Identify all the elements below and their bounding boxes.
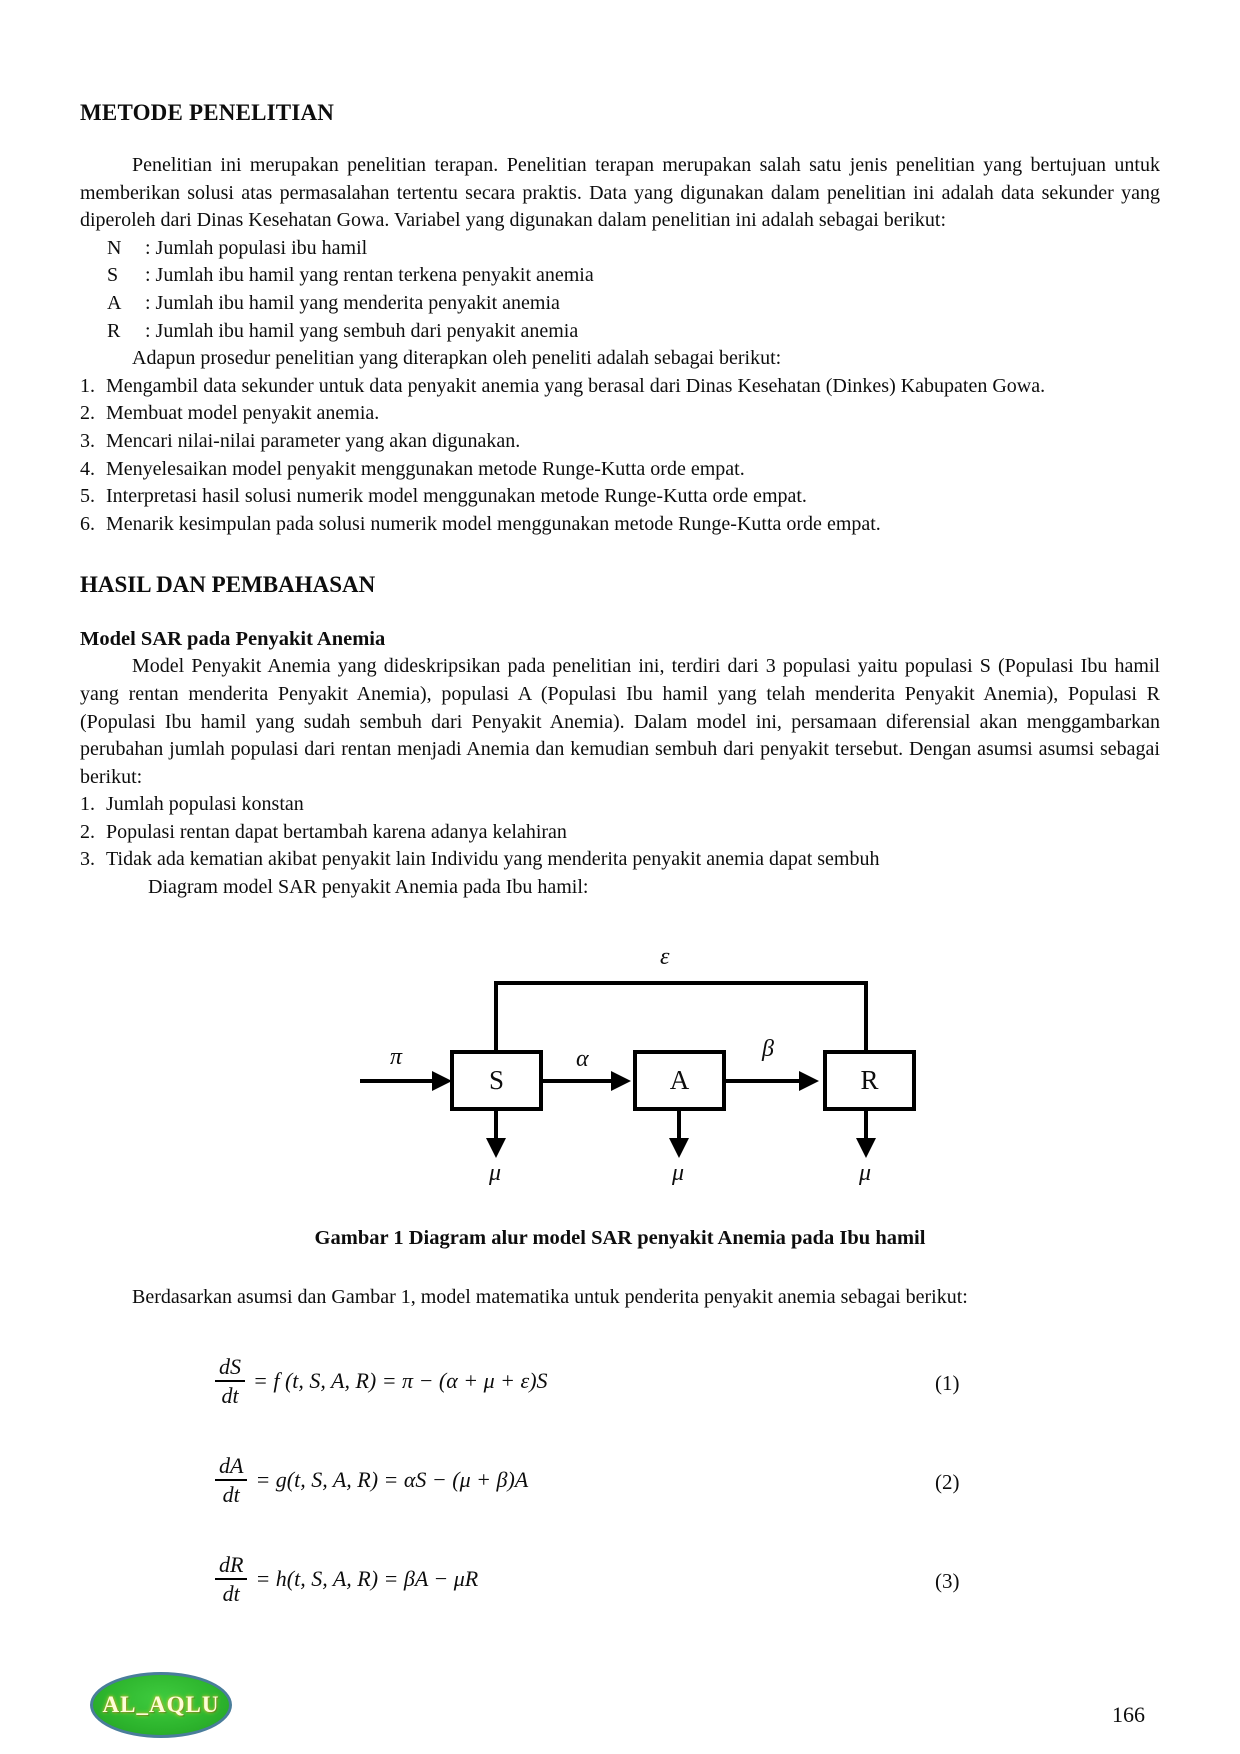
variable-symbol: N <box>107 236 122 259</box>
procedure-text: Membuat model penyakit anemia. <box>106 402 380 425</box>
method-intro-paragraph: Penelitian ini merupakan penelitian terapan. Penelitian terapan merupakan salah satu jenis penelitian yang bertujuan untuk memberikan solusi atas permasalahan tertentu secara praktis. Data yang digunakan dalam penelitian ini adalah data sekunder yang diperoleh dari Dinas Kesehatan Gowa. Variabel yang digunakan dalam penelitian ini adalah sebagai berikut: <box>80 154 1160 232</box>
procedure-item <box>80 456 1160 484</box>
assumption-text: Populasi rentan dapat bertambah karena adanya kelahiran <box>106 820 567 843</box>
list-marker: 5. <box>80 485 95 508</box>
list-marker: 1. <box>80 793 95 816</box>
variable-list <box>107 235 1160 345</box>
procedure-list <box>80 373 1160 539</box>
model-paragraph: Model Penyakit Anemia yang dideskripsikan pada penelitian ini, terdiri dari 3 populasi yaitu populasi S (Populasi Ibu hamil yang rentan menderita Penyakit Anemia), populasi A (Populasi Ibu hamil yang telah menderita Penyakit Anemia), Populasi R (Populasi Ibu hamil yang sudah sembuh dari Penyakit Anemia). Dalam model ini, persamaan diferensial akan menggambarkan perubahan jumlah populasi dari rentan menjadi Anemia dan kemudian sembuh dari penyakit tersebut. Dengan asumsi asumsi sebagai berikut: <box>80 655 1160 788</box>
equation-2-rhs: = g(t, S, A, R) = αS − (μ + β)A <box>255 1467 529 1493</box>
mu-label-r: μ <box>859 1159 872 1186</box>
equation-3-number: (3) <box>935 1569 960 1594</box>
assumption-item <box>80 819 1160 847</box>
equation-1-number: (1) <box>935 1371 960 1396</box>
sar-flow-diagram <box>360 936 1000 1201</box>
mu-arrowhead-a <box>669 1138 689 1158</box>
equation-2 <box>80 1444 1160 1516</box>
mu-arrowhead-s <box>486 1138 506 1158</box>
equation-1-fraction <box>215 1354 245 1409</box>
subsection-title-model-sar: Model SAR pada Penyakit Anemia <box>80 628 386 651</box>
procedure-text: Menarik kesimpulan pada solusi numerik model menggunakan metode Runge-Kutta orde empat. <box>106 512 881 535</box>
equation-1 <box>80 1345 1160 1417</box>
procedure-item <box>80 428 1160 456</box>
equation-2-number: (2) <box>935 1470 960 1495</box>
equation-2-numerator: dA <box>215 1453 247 1481</box>
variable-row-r <box>107 318 1160 346</box>
epsilon-connector-line <box>496 983 866 1052</box>
equation-block <box>80 1345 1160 1615</box>
list-marker: 3. <box>80 848 95 871</box>
variable-desc: : Jumlah ibu hamil yang menderita penyakit anemia <box>145 291 560 314</box>
variable-row-s <box>107 262 1160 290</box>
section-title-hasil: HASIL DAN PEMBAHASAN <box>80 572 376 598</box>
list-marker: 2. <box>80 820 95 843</box>
variable-desc: : Jumlah ibu hamil yang rentan terkena penyakit anemia <box>145 264 594 287</box>
mu-arrowhead-r <box>856 1138 876 1158</box>
procedure-item <box>80 400 1160 428</box>
epsilon-label: ε <box>660 943 670 970</box>
equation-3-rhs: = h(t, S, A, R) = βA − μR <box>255 1566 479 1592</box>
variable-symbol: S <box>107 264 119 287</box>
procedure-text: Menyelesaikan model penyakit menggunakan metode Runge-Kutta orde empat. <box>106 457 745 480</box>
diagram-intro-line: Diagram model SAR penyakit Anemia pada Ibu hamil: <box>148 876 589 899</box>
assumption-item <box>80 846 1160 874</box>
procedure-text: Mencari nilai-nilai parameter yang akan digunakan. <box>106 429 521 452</box>
equation-2-fraction <box>215 1453 247 1508</box>
page-number: 166 <box>1112 1702 1145 1727</box>
procedure-text: Mengambil data sekunder untuk data penyakit anemia yang berasal dari Dinas Kesehatan (Dinkes) Kabupaten Gowa. <box>106 374 1046 397</box>
equation-3-numerator: dR <box>215 1552 247 1580</box>
mu-label-s: μ <box>489 1159 502 1186</box>
logo-text: AL_AQLU <box>102 1692 220 1717</box>
alpha-label: α <box>576 1045 589 1072</box>
procedure-item <box>80 511 1160 539</box>
assumption-list <box>80 791 1160 874</box>
procedure-text: Interpretasi hasil solusi numerik model menggunakan metode Runge-Kutta orde empat. <box>106 485 807 508</box>
assumption-item <box>80 791 1160 819</box>
equation-2-denominator: dt <box>222 1482 240 1508</box>
variable-desc: : Jumlah populasi ibu hamil <box>145 236 368 259</box>
mu-label-a: μ <box>672 1159 685 1186</box>
procedure-item <box>80 373 1160 401</box>
procedure-intro: Adapun prosedur penelitian yang diterapkan oleh peneliti adalah sebagai berikut: <box>132 347 782 370</box>
variable-symbol: A <box>107 291 122 314</box>
variable-symbol: R <box>107 319 121 342</box>
assumption-text: Jumlah populasi konstan <box>106 793 304 816</box>
beta-arrowhead <box>799 1071 819 1091</box>
figure-1-caption: Gambar 1 Diagram alur model SAR penyakit Anemia pada Ibu hamil <box>314 1226 926 1249</box>
variable-row-a <box>107 290 1160 318</box>
equation-1-numerator: dS <box>215 1354 245 1382</box>
list-marker: 3. <box>80 429 95 452</box>
assumption-text: Tidak ada kematian akibat penyakit lain Individu yang menderita penyakit anemia dapat sembuh <box>106 848 880 871</box>
equation-1-denominator: dt <box>221 1383 239 1409</box>
compartment-box-s: S <box>450 1050 543 1111</box>
beta-label: β <box>762 1035 774 1062</box>
equation-3 <box>80 1543 1160 1615</box>
list-marker: 6. <box>80 512 95 535</box>
list-marker: 4. <box>80 457 95 480</box>
list-marker: 2. <box>80 402 95 425</box>
pi-label: π <box>390 1043 403 1070</box>
alpha-arrowhead <box>611 1071 631 1091</box>
compartment-box-r: R <box>823 1050 916 1111</box>
compartment-box-a: A <box>633 1050 726 1111</box>
pi-arrowhead <box>432 1071 452 1091</box>
equation-3-fraction <box>215 1552 247 1607</box>
equation-3-denominator: dt <box>222 1581 240 1607</box>
basis-paragraph: Berdasarkan asumsi dan Gambar 1, model matematika untuk penderita penyakit anemia sebagai berikut: <box>132 1285 968 1308</box>
equation-1-rhs: = f (t, S, A, R) = π − (α + μ + ε)S <box>253 1368 548 1394</box>
procedure-item <box>80 483 1160 511</box>
al-aqlu-journal-logo <box>90 1672 232 1738</box>
section-title-metode: METODE PENELITIAN <box>80 100 335 125</box>
variable-row-n <box>107 235 1160 263</box>
variable-desc: : Jumlah ibu hamil yang sembuh dari penyakit anemia <box>145 319 579 342</box>
list-marker: 1. <box>80 374 95 397</box>
